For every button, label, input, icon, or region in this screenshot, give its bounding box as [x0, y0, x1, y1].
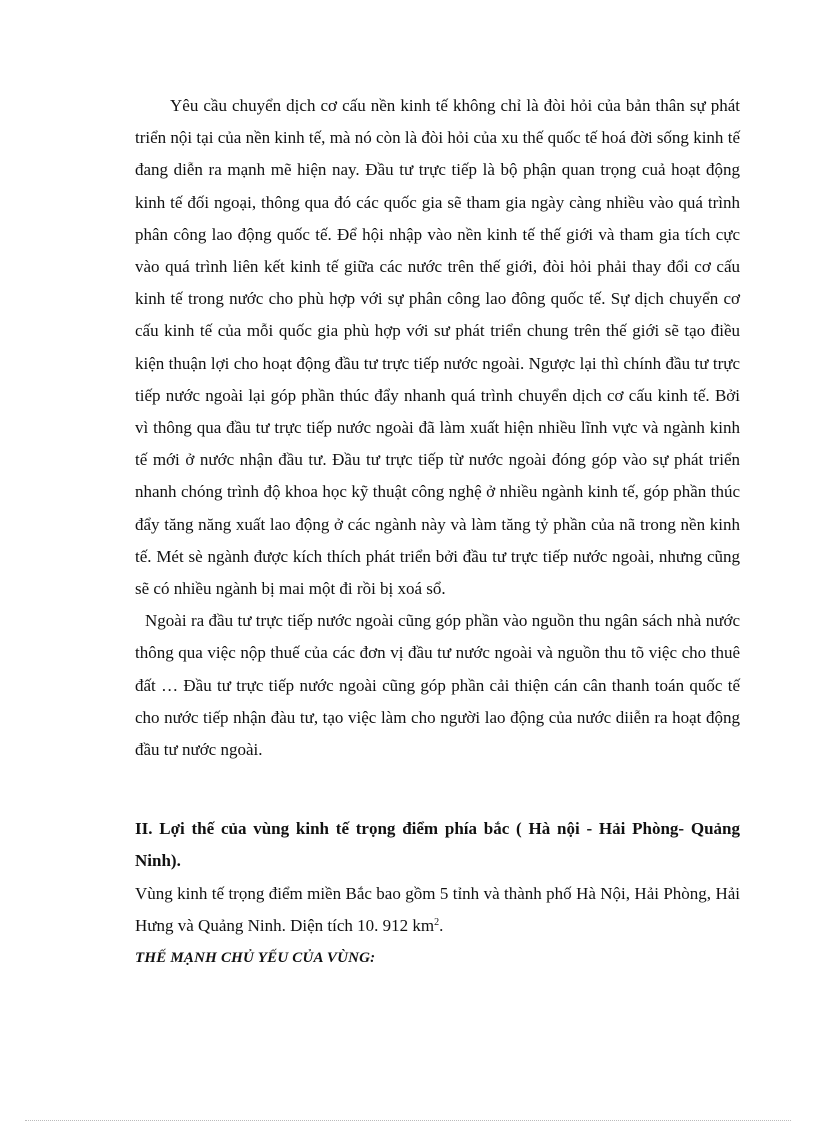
- document-page: [135, 90, 740, 974]
- superscript-2: 2: [434, 916, 440, 928]
- body-paragraph-2: Ngoài ra đầu tư trực tiếp nước ngoài cũng góp phần vào nguồn thu ngân sách nhà nước thông qua việc nộp thuế của các đơn vị đầu tư nước ngoài và nguồn thu tõ việc cho thuê đất … Đầu tư trực tiếp nước ngoài cũng góp phần cải thiện cán cân thanh toán quốc tế cho nước tiếp nhận đàu tư, tạo việc làm cho người lao động của nước diiễn ra hoạt động đầu tư nước ngoài.: [135, 611, 740, 760]
- subheading: THẾ MẠNH CHỦ YẾU CỦA VÙNG:: [135, 950, 376, 967]
- section-text: [135, 878, 740, 942]
- page-bottom-divider: [25, 1120, 791, 1121]
- section-text-end: .: [439, 915, 444, 935]
- section-text-main: Vùng kinh tế trọng điểm miền Bắc bao gồm 5 tỉnh và thành phố Hà Nội, Hải Phòng, Hải Hưng và Quảng Ninh. Diện tích 10. 912 km: [135, 883, 740, 935]
- body-paragraph-1: Yêu cầu chuyển dịch cơ cấu nền kinh tế không chỉ là đòi hỏi của bản thân sự phát triển nội tại của nền kinh tế, mà nó còn là đòi hỏi của xu thế quốc tế hoá đời sống kinh tế đang diễn ra mạnh mẽ hiện nay. Đầu tư trực tiếp là bộ phận quan trọng cuả hoạt động kinh tế đối ngoại, thông qua đó các quốc gia sẽ tham gia ngày càng nhiều vào quá trình phân công lao động quốc tế. Để hội nhập vào nền kinh tế thế giới và tham gia tích cực vào quá trình liên kết kinh tế giữa các nước trên thế giới, đòi hỏi phải thay đổi cơ cấu kinh tế trong nước cho phù hợp với sự phân công lao đông quốc tế. Sự dịch chuyển cơ cấu kinh tế của mỗi quốc gia phù hợp với sư phát triển chung trên thế giới sẽ tạo điều kiện thuận lợi cho hoạt động đầu tư trực tiếp nước ngoài. Ngược lại thì chính đầu tư trực tiếp nước ngoài lại góp phần thúc đẩy nhanh quá trình chuyển dịch cơ cấu kinh tế. Bởi vì thông qua đầu tư trực tiếp nước ngoài đã làm xuất hiện nhiều lĩnh vực và ngành kinh tế mới ở nước nhận đầu tư. Đầu tư trực tiếp từ nước ngoài đóng góp vào sự phát triển nhanh chóng trình độ khoa học kỹ thuật công nghệ ở nhiều ngành kinh tế, góp phần thúc đẩy tăng năng xuất lao động ở các ngành này và làm tăng tỷ phần của nã trong nền kinh tế. Mét sè ngành được kích thích phát triển bởi đầu tư trực tiếp nước ngoài, nhưng cũng sẽ có nhiều ngành bị mai một đi rồi bị xoá sổ.: [135, 96, 740, 599]
- section-heading: II. Lợi thế của vùng kinh tế trọng điểm phía bắc ( Hà nội - Hải Phòng- Quảng Ninh).: [135, 819, 740, 871]
